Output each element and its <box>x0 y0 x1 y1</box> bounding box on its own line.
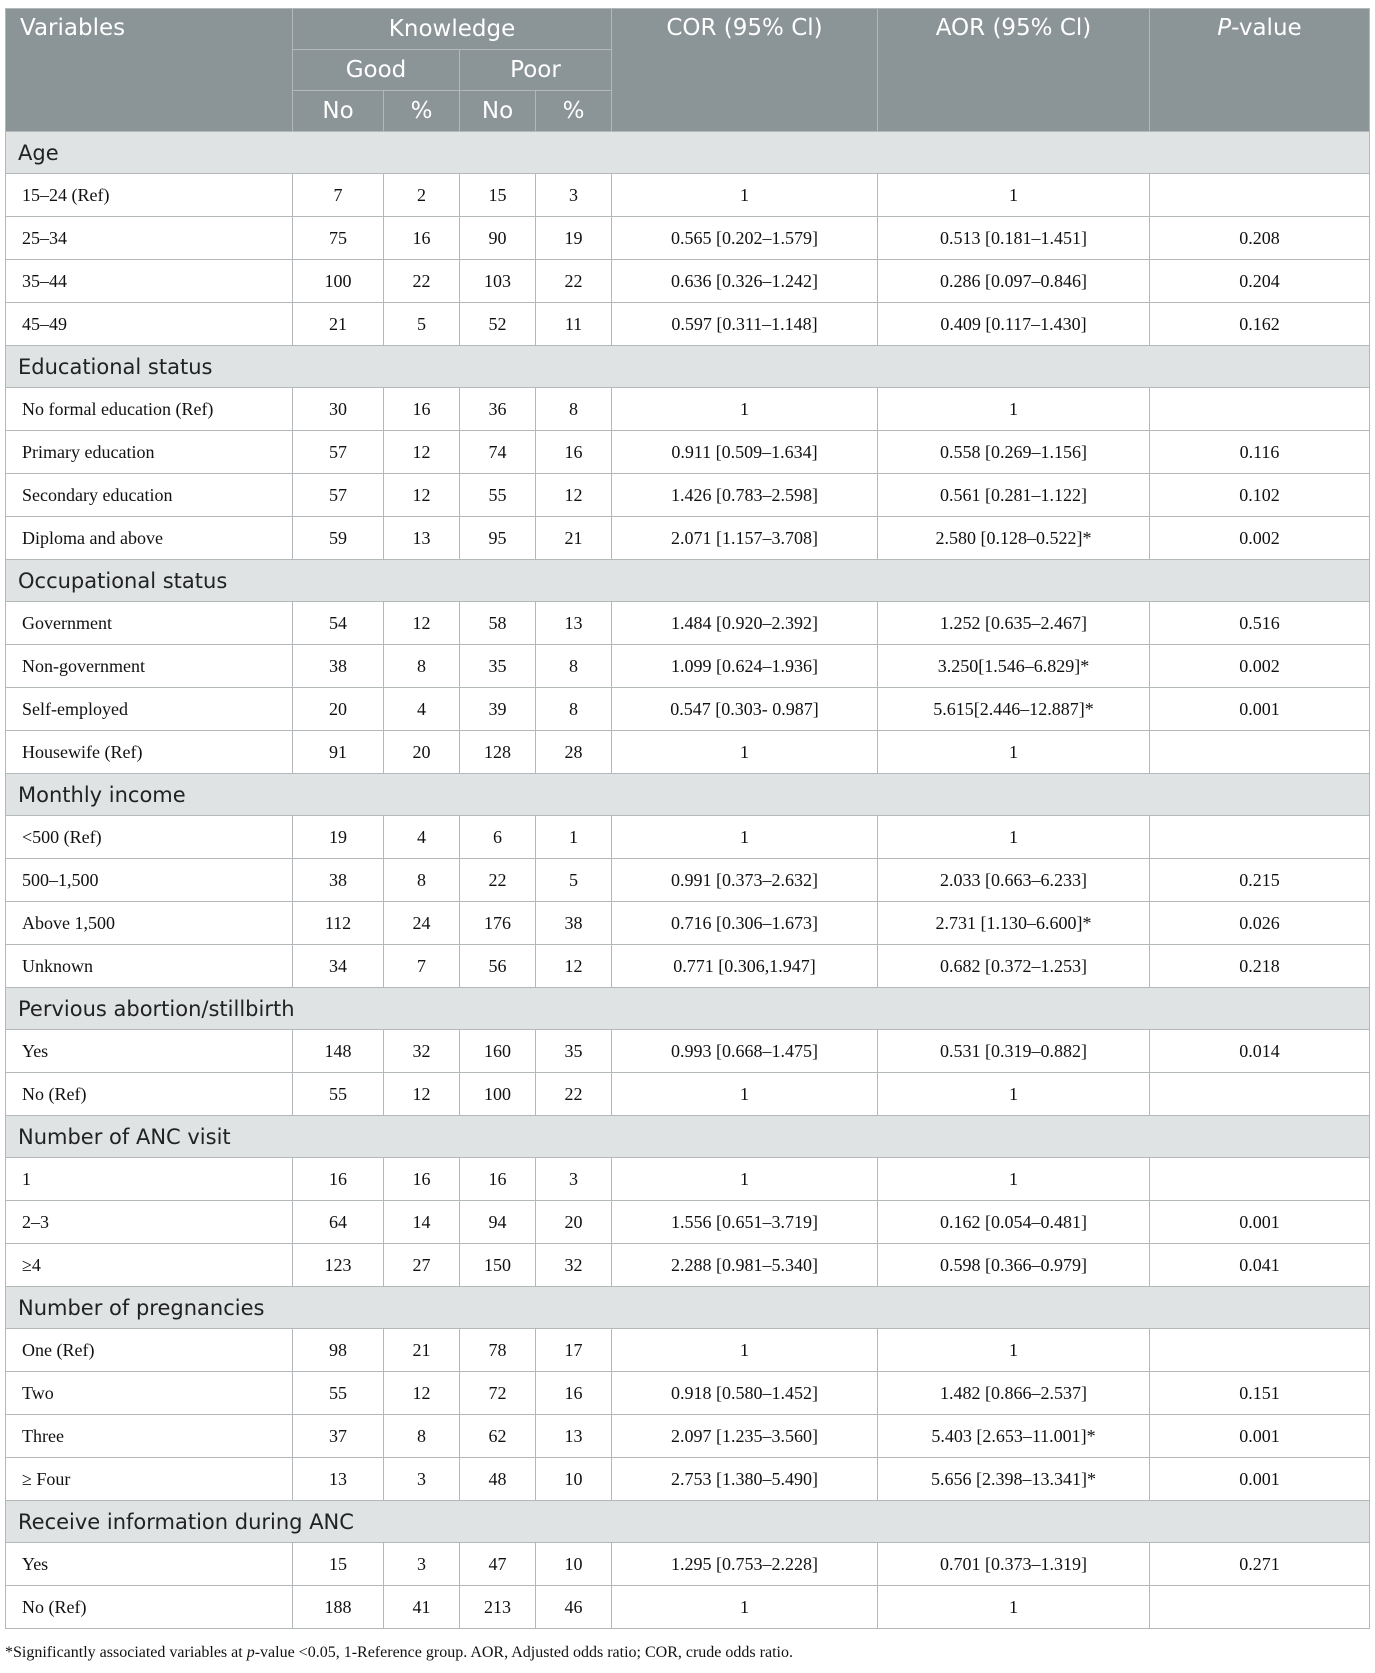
group-title: Number of ANC visit <box>6 1116 1370 1158</box>
aor-cell: 1.482 [0.866–2.537] <box>878 1372 1150 1415</box>
group-title: Educational status <box>6 346 1370 388</box>
row-label: 25–34 <box>6 217 293 260</box>
poor-pct-cell: 8 <box>536 645 612 688</box>
table-row <box>6 602 1370 645</box>
p-value-cell: 0.215 <box>1150 859 1370 902</box>
good-pct-cell: 16 <box>384 217 460 260</box>
cor-cell: 1.556 [0.651–3.719] <box>612 1201 878 1244</box>
good-pct-cell: 24 <box>384 902 460 945</box>
table-row <box>6 303 1370 346</box>
cor-cell: 1 <box>612 1329 878 1372</box>
poor-pct-cell: 46 <box>536 1586 612 1629</box>
p-value-cell <box>1150 1158 1370 1201</box>
table-row <box>6 474 1370 517</box>
good-no-cell: 20 <box>293 688 384 731</box>
poor-no-cell: 6 <box>460 816 536 859</box>
poor-no-cell: 176 <box>460 902 536 945</box>
poor-pct-cell: 12 <box>536 474 612 517</box>
poor-pct-cell: 21 <box>536 517 612 560</box>
table-row <box>6 1415 1370 1458</box>
good-no-cell: 34 <box>293 945 384 988</box>
aor-cell: 1 <box>878 731 1150 774</box>
row-label: Yes <box>6 1030 293 1073</box>
good-pct-cell: 5 <box>384 303 460 346</box>
p-value-cell: 0.041 <box>1150 1244 1370 1287</box>
poor-pct-cell: 10 <box>536 1458 612 1501</box>
aor-cell: 5.403 [2.653–11.001]* <box>878 1415 1150 1458</box>
poor-no-cell: 160 <box>460 1030 536 1073</box>
poor-no-cell: 74 <box>460 431 536 474</box>
table-row <box>6 1030 1370 1073</box>
p-value-cell <box>1150 1073 1370 1116</box>
table-row <box>6 517 1370 560</box>
good-no-cell: 55 <box>293 1073 384 1116</box>
cor-cell: 1 <box>612 1586 878 1629</box>
aor-cell: 1 <box>878 1073 1150 1116</box>
group-title: Pervious abortion/stillbirth <box>6 988 1370 1030</box>
p-value-cell: 0.204 <box>1150 260 1370 303</box>
header-poor: Poor <box>460 50 612 91</box>
row-label: No (Ref) <box>6 1073 293 1116</box>
row-label: Three <box>6 1415 293 1458</box>
p-value-cell: 0.014 <box>1150 1030 1370 1073</box>
table-header <box>6 9 1370 132</box>
good-no-cell: 123 <box>293 1244 384 1287</box>
aor-cell: 1 <box>878 1586 1150 1629</box>
poor-no-cell: 213 <box>460 1586 536 1629</box>
cor-cell: 1.099 [0.624–1.936] <box>612 645 878 688</box>
poor-no-cell: 52 <box>460 303 536 346</box>
good-no-cell: 15 <box>293 1543 384 1586</box>
poor-no-cell: 47 <box>460 1543 536 1586</box>
good-pct-cell: 8 <box>384 1415 460 1458</box>
poor-pct-cell: 10 <box>536 1543 612 1586</box>
header-good-no: No <box>293 91 384 132</box>
table-row <box>6 1158 1370 1201</box>
good-no-cell: 19 <box>293 816 384 859</box>
aor-cell: 1 <box>878 388 1150 431</box>
p-value-cell: 0.162 <box>1150 303 1370 346</box>
p-value-cell: 0.002 <box>1150 517 1370 560</box>
good-pct-cell: 3 <box>384 1543 460 1586</box>
row-label: Secondary education <box>6 474 293 517</box>
aor-cell: 0.598 [0.366–0.979] <box>878 1244 1150 1287</box>
poor-no-cell: 36 <box>460 388 536 431</box>
good-pct-cell: 14 <box>384 1201 460 1244</box>
good-no-cell: 188 <box>293 1586 384 1629</box>
aor-cell: 5.615[2.446–12.887]* <box>878 688 1150 731</box>
group-header-row <box>6 346 1370 388</box>
aor-cell: 1 <box>878 1158 1150 1201</box>
table-row <box>6 645 1370 688</box>
table-row <box>6 174 1370 217</box>
header-p-letter: P <box>1217 15 1232 41</box>
row-label: Primary education <box>6 431 293 474</box>
cor-cell: 0.636 [0.326–1.242] <box>612 260 878 303</box>
good-pct-cell: 13 <box>384 517 460 560</box>
aor-cell: 3.250[1.546–6.829]* <box>878 645 1150 688</box>
poor-pct-cell: 5 <box>536 859 612 902</box>
p-value-cell: 0.102 <box>1150 474 1370 517</box>
aor-cell: 0.558 [0.269–1.156] <box>878 431 1150 474</box>
row-label: No (Ref) <box>6 1586 293 1629</box>
p-value-cell: 0.002 <box>1150 645 1370 688</box>
cor-cell: 2.071 [1.157–3.708] <box>612 517 878 560</box>
p-value-cell: 0.516 <box>1150 602 1370 645</box>
p-value-cell <box>1150 1586 1370 1629</box>
table-row <box>6 816 1370 859</box>
good-pct-cell: 7 <box>384 945 460 988</box>
cor-cell: 1 <box>612 1158 878 1201</box>
row-label: <500 (Ref) <box>6 816 293 859</box>
good-pct-cell: 32 <box>384 1030 460 1073</box>
good-no-cell: 16 <box>293 1158 384 1201</box>
poor-pct-cell: 35 <box>536 1030 612 1073</box>
cor-cell: 0.565 [0.202–1.579] <box>612 217 878 260</box>
poor-no-cell: 22 <box>460 859 536 902</box>
good-pct-cell: 16 <box>384 388 460 431</box>
row-label: Yes <box>6 1543 293 1586</box>
poor-no-cell: 100 <box>460 1073 536 1116</box>
group-title: Number of pregnancies <box>6 1287 1370 1329</box>
table-body <box>6 132 1370 1629</box>
aor-cell: 2.033 [0.663–6.233] <box>878 859 1150 902</box>
row-label: 500–1,500 <box>6 859 293 902</box>
table-row <box>6 1586 1370 1629</box>
row-label: ≥4 <box>6 1244 293 1287</box>
poor-pct-cell: 8 <box>536 388 612 431</box>
row-label: Government <box>6 602 293 645</box>
aor-cell: 0.531 [0.319–0.882] <box>878 1030 1150 1073</box>
cor-cell: 1.426 [0.783–2.598] <box>612 474 878 517</box>
poor-pct-cell: 3 <box>536 174 612 217</box>
good-pct-cell: 21 <box>384 1329 460 1372</box>
good-pct-cell: 12 <box>384 1372 460 1415</box>
poor-pct-cell: 8 <box>536 688 612 731</box>
aor-cell: 2.731 [1.130–6.600]* <box>878 902 1150 945</box>
row-label: Two <box>6 1372 293 1415</box>
row-label: One (Ref) <box>6 1329 293 1372</box>
cor-cell: 1 <box>612 388 878 431</box>
header-poor-pct: % <box>536 91 612 132</box>
table-row <box>6 1543 1370 1586</box>
poor-pct-cell: 12 <box>536 945 612 988</box>
poor-pct-cell: 20 <box>536 1201 612 1244</box>
cor-cell: 1 <box>612 1073 878 1116</box>
group-header-row <box>6 560 1370 602</box>
aor-cell: 2.580 [0.128–0.522]* <box>878 517 1150 560</box>
cor-cell: 2.097 [1.235–3.560] <box>612 1415 878 1458</box>
group-header-row <box>6 132 1370 174</box>
good-no-cell: 57 <box>293 431 384 474</box>
aor-cell: 0.561 [0.281–1.122] <box>878 474 1150 517</box>
good-pct-cell: 4 <box>384 816 460 859</box>
table-container <box>5 8 1369 1629</box>
cor-cell: 0.991 [0.373–2.632] <box>612 859 878 902</box>
poor-no-cell: 90 <box>460 217 536 260</box>
poor-no-cell: 55 <box>460 474 536 517</box>
row-label: 1 <box>6 1158 293 1201</box>
good-no-cell: 37 <box>293 1415 384 1458</box>
p-value-cell: 0.001 <box>1150 1201 1370 1244</box>
table-footnote <box>5 1644 1369 1662</box>
row-label: 15–24 (Ref) <box>6 174 293 217</box>
poor-no-cell: 16 <box>460 1158 536 1201</box>
p-value-cell: 0.001 <box>1150 1458 1370 1501</box>
good-pct-cell: 3 <box>384 1458 460 1501</box>
table-row <box>6 1372 1370 1415</box>
poor-no-cell: 15 <box>460 174 536 217</box>
poor-pct-cell: 16 <box>536 431 612 474</box>
poor-no-cell: 62 <box>460 1415 536 1458</box>
poor-pct-cell: 38 <box>536 902 612 945</box>
good-pct-cell: 12 <box>384 1073 460 1116</box>
good-pct-cell: 12 <box>384 474 460 517</box>
row-label: 45–49 <box>6 303 293 346</box>
good-no-cell: 21 <box>293 303 384 346</box>
poor-no-cell: 78 <box>460 1329 536 1372</box>
cor-cell: 0.918 [0.580–1.452] <box>612 1372 878 1415</box>
cor-cell: 0.993 [0.668–1.475] <box>612 1030 878 1073</box>
row-label: Diploma and above <box>6 517 293 560</box>
cor-cell: 1 <box>612 731 878 774</box>
row-label: Above 1,500 <box>6 902 293 945</box>
header-poor-no: No <box>460 91 536 132</box>
table-row <box>6 731 1370 774</box>
footnote-post: -value <0.05, 1-Reference group. AOR, Adjusted odds ratio; COR, crude odds ratio. <box>254 1644 793 1661</box>
cor-cell: 1.295 [0.753–2.228] <box>612 1543 878 1586</box>
cor-cell: 2.288 [0.981–5.340] <box>612 1244 878 1287</box>
p-value-cell: 0.218 <box>1150 945 1370 988</box>
poor-pct-cell: 17 <box>536 1329 612 1372</box>
header-cor: COR (95% Cl) <box>612 9 878 132</box>
good-pct-cell: 8 <box>384 645 460 688</box>
poor-pct-cell: 19 <box>536 217 612 260</box>
good-no-cell: 148 <box>293 1030 384 1073</box>
header-p-value <box>1150 9 1370 132</box>
good-no-cell: 7 <box>293 174 384 217</box>
table-row <box>6 431 1370 474</box>
poor-pct-cell: 13 <box>536 602 612 645</box>
p-value-cell: 0.208 <box>1150 217 1370 260</box>
header-p-rest: -value <box>1231 15 1302 41</box>
poor-pct-cell: 28 <box>536 731 612 774</box>
table-row <box>6 217 1370 260</box>
good-no-cell: 75 <box>293 217 384 260</box>
good-pct-cell: 27 <box>384 1244 460 1287</box>
aor-cell: 5.656 [2.398–13.341]* <box>878 1458 1150 1501</box>
header-aor: AOR (95% Cl) <box>878 9 1150 132</box>
poor-pct-cell: 11 <box>536 303 612 346</box>
group-header-row <box>6 1501 1370 1543</box>
aor-cell: 0.513 [0.181–1.451] <box>878 217 1150 260</box>
aor-cell: 0.162 [0.054–0.481] <box>878 1201 1150 1244</box>
poor-no-cell: 95 <box>460 517 536 560</box>
p-value-cell <box>1150 731 1370 774</box>
table-row <box>6 1458 1370 1501</box>
row-label: 2–3 <box>6 1201 293 1244</box>
good-pct-cell: 2 <box>384 174 460 217</box>
table-row <box>6 859 1370 902</box>
good-no-cell: 55 <box>293 1372 384 1415</box>
row-label: ≥ Four <box>6 1458 293 1501</box>
cor-cell: 1.484 [0.920–2.392] <box>612 602 878 645</box>
group-header-row <box>6 988 1370 1030</box>
good-no-cell: 100 <box>293 260 384 303</box>
group-header-row <box>6 1287 1370 1329</box>
good-no-cell: 91 <box>293 731 384 774</box>
cor-cell: 0.911 [0.509–1.634] <box>612 431 878 474</box>
group-title: Monthly income <box>6 774 1370 816</box>
results-table <box>5 8 1370 1629</box>
header-good: Good <box>293 50 460 91</box>
cor-cell: 0.771 [0.306,1.947] <box>612 945 878 988</box>
table-row <box>6 1201 1370 1244</box>
poor-no-cell: 128 <box>460 731 536 774</box>
good-pct-cell: 41 <box>384 1586 460 1629</box>
cor-cell: 1 <box>612 816 878 859</box>
good-pct-cell: 4 <box>384 688 460 731</box>
poor-pct-cell: 3 <box>536 1158 612 1201</box>
good-no-cell: 54 <box>293 602 384 645</box>
table-row <box>6 1073 1370 1116</box>
poor-no-cell: 39 <box>460 688 536 731</box>
poor-no-cell: 72 <box>460 1372 536 1415</box>
row-label: Housewife (Ref) <box>6 731 293 774</box>
p-value-cell: 0.026 <box>1150 902 1370 945</box>
poor-pct-cell: 22 <box>536 1073 612 1116</box>
p-value-cell: 0.271 <box>1150 1543 1370 1586</box>
group-title: Age <box>6 132 1370 174</box>
cor-cell: 0.716 [0.306–1.673] <box>612 902 878 945</box>
poor-no-cell: 94 <box>460 1201 536 1244</box>
aor-cell: 1 <box>878 816 1150 859</box>
poor-no-cell: 35 <box>460 645 536 688</box>
p-value-cell <box>1150 174 1370 217</box>
aor-cell: 0.682 [0.372–1.253] <box>878 945 1150 988</box>
row-label: Unknown <box>6 945 293 988</box>
good-pct-cell: 8 <box>384 859 460 902</box>
footnote-pre: *Significantly associated variables at <box>5 1644 247 1661</box>
good-no-cell: 38 <box>293 645 384 688</box>
p-value-cell <box>1150 816 1370 859</box>
poor-pct-cell: 32 <box>536 1244 612 1287</box>
group-header-row <box>6 1116 1370 1158</box>
footnote-p-italic: p <box>246 1644 255 1661</box>
good-pct-cell: 12 <box>384 431 460 474</box>
table-row <box>6 945 1370 988</box>
poor-no-cell: 103 <box>460 260 536 303</box>
poor-pct-cell: 22 <box>536 260 612 303</box>
cor-cell: 2.753 [1.380–5.490] <box>612 1458 878 1501</box>
poor-no-cell: 56 <box>460 945 536 988</box>
good-no-cell: 13 <box>293 1458 384 1501</box>
p-value-cell: 0.001 <box>1150 1415 1370 1458</box>
good-no-cell: 30 <box>293 388 384 431</box>
poor-pct-cell: 13 <box>536 1415 612 1458</box>
poor-no-cell: 48 <box>460 1458 536 1501</box>
aor-cell: 1 <box>878 1329 1150 1372</box>
p-value-cell: 0.001 <box>1150 688 1370 731</box>
good-no-cell: 98 <box>293 1329 384 1372</box>
aor-cell: 1.252 [0.635–2.467] <box>878 602 1150 645</box>
good-no-cell: 57 <box>293 474 384 517</box>
group-header-row <box>6 774 1370 816</box>
poor-no-cell: 150 <box>460 1244 536 1287</box>
header-variables: Variables <box>6 9 293 132</box>
good-pct-cell: 12 <box>384 602 460 645</box>
cor-cell: 0.597 [0.311–1.148] <box>612 303 878 346</box>
p-value-cell <box>1150 1329 1370 1372</box>
p-value-cell: 0.116 <box>1150 431 1370 474</box>
good-no-cell: 38 <box>293 859 384 902</box>
row-label: No formal education (Ref) <box>6 388 293 431</box>
table-row <box>6 260 1370 303</box>
poor-pct-cell: 16 <box>536 1372 612 1415</box>
poor-no-cell: 58 <box>460 602 536 645</box>
row-label: Self-employed <box>6 688 293 731</box>
table-row <box>6 1244 1370 1287</box>
aor-cell: 0.409 [0.117–1.430] <box>878 303 1150 346</box>
good-pct-cell: 16 <box>384 1158 460 1201</box>
cor-cell: 0.547 [0.303- 0.987] <box>612 688 878 731</box>
table-row <box>6 688 1370 731</box>
good-no-cell: 59 <box>293 517 384 560</box>
group-title: Occupational status <box>6 560 1370 602</box>
p-value-cell: 0.151 <box>1150 1372 1370 1415</box>
aor-cell: 1 <box>878 174 1150 217</box>
good-pct-cell: 20 <box>384 731 460 774</box>
row-label: Non-government <box>6 645 293 688</box>
table-row <box>6 902 1370 945</box>
p-value-cell <box>1150 388 1370 431</box>
table-row <box>6 388 1370 431</box>
cor-cell: 1 <box>612 174 878 217</box>
good-no-cell: 64 <box>293 1201 384 1244</box>
header-knowledge: Knowledge <box>293 9 612 50</box>
good-no-cell: 112 <box>293 902 384 945</box>
table-row <box>6 1329 1370 1372</box>
row-label: 35–44 <box>6 260 293 303</box>
aor-cell: 0.701 [0.373–1.319] <box>878 1543 1150 1586</box>
header-good-pct: % <box>384 91 460 132</box>
good-pct-cell: 22 <box>384 260 460 303</box>
poor-pct-cell: 1 <box>536 816 612 859</box>
aor-cell: 0.286 [0.097–0.846] <box>878 260 1150 303</box>
group-title: Receive information during ANC <box>6 1501 1370 1543</box>
